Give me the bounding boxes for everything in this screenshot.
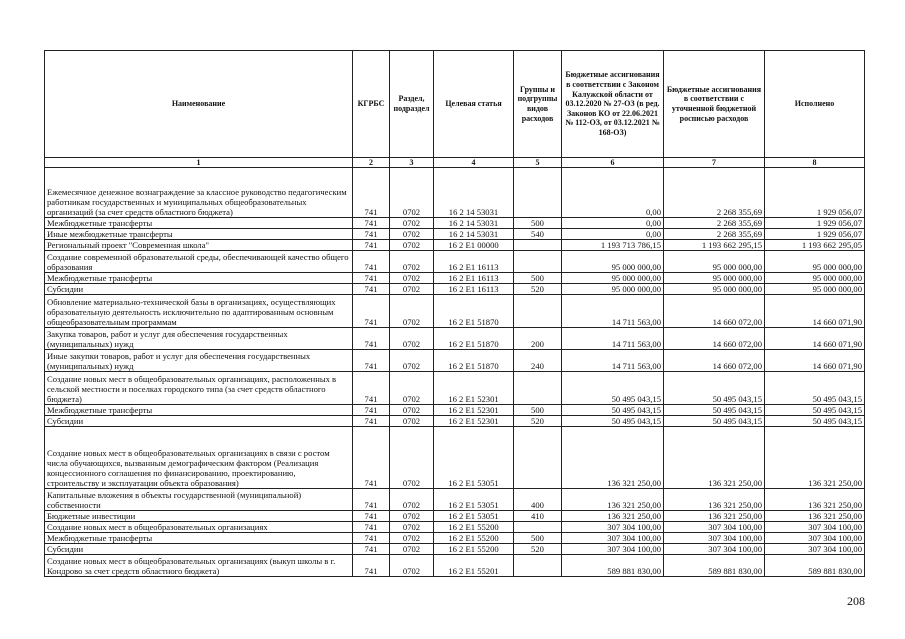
row-refined-amount-cell: 2 268 355,69	[664, 218, 765, 229]
row-group-cell	[514, 522, 562, 533]
row-section-cell: 0702	[390, 416, 434, 427]
row-law-amount-cell: 95 000 000,00	[562, 273, 664, 284]
row-refined-amount-cell: 307 304 100,00	[664, 533, 765, 544]
row-kgrbs-cell: 741	[353, 240, 390, 251]
header-section: Раздел, подраздел	[390, 51, 434, 158]
row-executed-amount-cell: 14 660 071,90	[765, 328, 865, 350]
row-refined-amount-cell: 95 000 000,00	[664, 284, 765, 295]
table-row	[45, 372, 865, 405]
row-executed-amount-cell: 136 321 250,00	[765, 489, 865, 511]
column-number-row	[45, 158, 865, 168]
table-row	[45, 405, 865, 416]
row-section-cell: 0702	[390, 405, 434, 416]
row-kgrbs-cell: 741	[353, 328, 390, 350]
row-executed-amount-cell: 136 321 250,00	[765, 511, 865, 522]
row-name-cell: Иные межбюджетные трансферты	[45, 229, 353, 240]
row-target-cell: 16 2 14 53031	[434, 218, 514, 229]
row-name-cell: Межбюджетные трансферты	[45, 218, 353, 229]
budget-table	[44, 50, 865, 577]
row-refined-amount-cell: 14 660 072,00	[664, 295, 765, 328]
row-law-amount-cell: 95 000 000,00	[562, 251, 664, 273]
row-name-cell: Создание новых мест в общеобразовательных организациях	[45, 522, 353, 533]
row-law-amount-cell: 0,00	[562, 168, 664, 218]
row-name-cell: Региональный проект "Современная школа"	[45, 240, 353, 251]
table-row	[45, 273, 865, 284]
header-refined: Бюджетные ассигнования в соответствии с уточненной бюджетной росписью расходов	[664, 51, 765, 158]
table-row	[45, 328, 865, 350]
row-law-amount-cell: 50 495 043,15	[562, 405, 664, 416]
row-law-amount-cell: 14 711 563,00	[562, 295, 664, 328]
table-row	[45, 544, 865, 555]
row-target-cell: 16 2 E1 52301	[434, 416, 514, 427]
row-group-cell: 520	[514, 416, 562, 427]
row-name-cell: Субсидии	[45, 544, 353, 555]
row-target-cell: 16 2 E1 16113	[434, 273, 514, 284]
row-target-cell: 16 2 E1 53051	[434, 427, 514, 489]
row-section-cell: 0702	[390, 544, 434, 555]
row-target-cell: 16 2 E1 52301	[434, 405, 514, 416]
row-section-cell: 0702	[390, 328, 434, 350]
row-section-cell: 0702	[390, 240, 434, 251]
row-refined-amount-cell: 14 660 072,00	[664, 328, 765, 350]
table-row	[45, 218, 865, 229]
row-refined-amount-cell: 307 304 100,00	[664, 522, 765, 533]
row-name-cell: Создание современной образовательной среды, обеспечивающей качество общего образования	[45, 251, 353, 273]
header-kgrbs: КГРБС	[353, 51, 390, 158]
row-name-cell: Межбюджетные трансферты	[45, 533, 353, 544]
column-number: 2	[353, 158, 390, 168]
row-refined-amount-cell: 50 495 043,15	[664, 372, 765, 405]
row-refined-amount-cell: 2 268 355,69	[664, 229, 765, 240]
row-executed-amount-cell: 307 304 100,00	[765, 533, 865, 544]
row-name-cell: Закупка товаров, работ и услуг для обеспечения государственных (муниципальных) нужд	[45, 328, 353, 350]
table-row	[45, 240, 865, 251]
row-group-cell: 500	[514, 533, 562, 544]
header-row	[45, 51, 865, 158]
row-section-cell: 0702	[390, 522, 434, 533]
column-number: 8	[765, 158, 865, 168]
row-refined-amount-cell: 307 304 100,00	[664, 544, 765, 555]
row-name-cell: Субсидии	[45, 416, 353, 427]
row-group-cell	[514, 555, 562, 577]
row-law-amount-cell: 0,00	[562, 229, 664, 240]
row-target-cell: 16 2 14 53031	[434, 229, 514, 240]
row-kgrbs-cell: 741	[353, 427, 390, 489]
row-section-cell: 0702	[390, 251, 434, 273]
row-section-cell: 0702	[390, 533, 434, 544]
row-kgrbs-cell: 741	[353, 350, 390, 372]
row-executed-amount-cell: 50 495 043,15	[765, 372, 865, 405]
row-group-cell: 410	[514, 511, 562, 522]
row-target-cell: 16 2 E1 55200	[434, 544, 514, 555]
table-row	[45, 229, 865, 240]
row-kgrbs-cell: 741	[353, 522, 390, 533]
row-kgrbs-cell: 741	[353, 168, 390, 218]
row-section-cell: 0702	[390, 284, 434, 295]
row-section-cell: 0702	[390, 427, 434, 489]
row-kgrbs-cell: 741	[353, 295, 390, 328]
row-law-amount-cell: 307 304 100,00	[562, 533, 664, 544]
table-row	[45, 284, 865, 295]
row-target-cell: 16 2 E1 55200	[434, 533, 514, 544]
row-name-cell: Межбюджетные трансферты	[45, 273, 353, 284]
row-refined-amount-cell: 95 000 000,00	[664, 273, 765, 284]
row-name-cell: Субсидии	[45, 284, 353, 295]
row-name-cell: Создание новых мест в общеобразовательных организациях (выкуп школы в г. Кондрово за счет средств областного бюджета)	[45, 555, 353, 577]
table-row	[45, 555, 865, 577]
row-kgrbs-cell: 741	[353, 511, 390, 522]
row-kgrbs-cell: 741	[353, 273, 390, 284]
row-law-amount-cell: 1 193 713 786,15	[562, 240, 664, 251]
column-number: 6	[562, 158, 664, 168]
row-kgrbs-cell: 741	[353, 218, 390, 229]
table-row	[45, 533, 865, 544]
row-section-cell: 0702	[390, 555, 434, 577]
row-refined-amount-cell: 136 321 250,00	[664, 511, 765, 522]
row-executed-amount-cell: 1 929 056,07	[765, 168, 865, 218]
row-refined-amount-cell: 50 495 043,15	[664, 405, 765, 416]
row-law-amount-cell: 136 321 250,00	[562, 489, 664, 511]
row-group-cell: 500	[514, 405, 562, 416]
row-target-cell: 16 2 E1 16113	[434, 251, 514, 273]
row-executed-amount-cell: 136 321 250,00	[765, 427, 865, 489]
row-refined-amount-cell: 136 321 250,00	[664, 489, 765, 511]
row-group-cell: 240	[514, 350, 562, 372]
row-kgrbs-cell: 741	[353, 533, 390, 544]
row-target-cell: 16 2 E1 53051	[434, 511, 514, 522]
row-executed-amount-cell: 1 193 662 295,05	[765, 240, 865, 251]
row-target-cell: 16 2 E1 52301	[434, 372, 514, 405]
table-row	[45, 416, 865, 427]
row-law-amount-cell: 136 321 250,00	[562, 427, 664, 489]
row-section-cell: 0702	[390, 273, 434, 284]
row-executed-amount-cell: 307 304 100,00	[765, 522, 865, 533]
row-group-cell: 200	[514, 328, 562, 350]
row-kgrbs-cell: 741	[353, 489, 390, 511]
row-executed-amount-cell: 14 660 071,90	[765, 350, 865, 372]
row-section-cell: 0702	[390, 350, 434, 372]
column-number: 3	[390, 158, 434, 168]
row-law-amount-cell: 50 495 043,15	[562, 416, 664, 427]
row-group-cell	[514, 295, 562, 328]
header-executed: Исполнено	[765, 51, 865, 158]
row-group-cell	[514, 240, 562, 251]
row-kgrbs-cell: 741	[353, 544, 390, 555]
row-group-cell: 520	[514, 284, 562, 295]
row-group-cell: 400	[514, 489, 562, 511]
table-row	[45, 427, 865, 489]
row-target-cell: 16 2 E1 55201	[434, 555, 514, 577]
row-refined-amount-cell: 136 321 250,00	[664, 427, 765, 489]
row-name-cell: Создание новых мест в общеобразовательных организациях в связи с ростом числа обучающихся, вызванным демографическим фактором (Реализация концессионного соглашения по финансированию, проектированию, строительству и эксплуатации объекта образования)	[45, 427, 353, 489]
row-executed-amount-cell: 95 000 000,00	[765, 284, 865, 295]
row-name-cell: Обновление материально-технической базы в организациях, осуществляющих образовательную деятельность исключительно по адаптированным основным общеобразовательным программам	[45, 295, 353, 328]
column-number: 5	[514, 158, 562, 168]
row-target-cell: 16 2 E1 53051	[434, 489, 514, 511]
row-target-cell: 16 2 E1 51870	[434, 295, 514, 328]
table-row	[45, 522, 865, 533]
budget-sheet	[44, 50, 864, 577]
row-executed-amount-cell: 1 929 056,07	[765, 229, 865, 240]
column-number: 1	[45, 158, 353, 168]
row-executed-amount-cell: 95 000 000,00	[765, 251, 865, 273]
row-target-cell: 16 2 E1 16113	[434, 284, 514, 295]
row-refined-amount-cell: 2 268 355,69	[664, 168, 765, 218]
row-target-cell: 16 2 E1 00000	[434, 240, 514, 251]
row-refined-amount-cell: 14 660 072,00	[664, 350, 765, 372]
row-executed-amount-cell: 14 660 071,90	[765, 295, 865, 328]
row-name-cell: Межбюджетные трансферты	[45, 405, 353, 416]
table-row	[45, 489, 865, 511]
row-law-amount-cell: 307 304 100,00	[562, 522, 664, 533]
row-group-cell	[514, 372, 562, 405]
row-section-cell: 0702	[390, 218, 434, 229]
table-row	[45, 251, 865, 273]
row-section-cell: 0702	[390, 372, 434, 405]
row-group-cell: 500	[514, 273, 562, 284]
row-executed-amount-cell: 50 495 043,15	[765, 405, 865, 416]
row-section-cell: 0702	[390, 511, 434, 522]
row-group-cell: 540	[514, 229, 562, 240]
table-row	[45, 511, 865, 522]
row-name-cell: Создание новых мест в общеобразовательных организациях, расположенных в сельской местности и поселках городского типа (за счет средств областного бюджета)	[45, 372, 353, 405]
row-refined-amount-cell: 1 193 662 295,15	[664, 240, 765, 251]
row-executed-amount-cell: 1 929 056,07	[765, 218, 865, 229]
header-name: Наименование	[45, 51, 353, 158]
row-group-cell: 520	[514, 544, 562, 555]
row-law-amount-cell: 136 321 250,00	[562, 511, 664, 522]
row-law-amount-cell: 0,00	[562, 218, 664, 229]
row-name-cell: Капитальные вложения в объекты государственной (муниципальной) собственности	[45, 489, 353, 511]
column-number: 4	[434, 158, 514, 168]
row-law-amount-cell: 307 304 100,00	[562, 544, 664, 555]
page-number: 208	[847, 594, 865, 608]
row-kgrbs-cell: 741	[353, 555, 390, 577]
row-group-cell	[514, 251, 562, 273]
row-kgrbs-cell: 741	[353, 372, 390, 405]
row-executed-amount-cell: 307 304 100,00	[765, 544, 865, 555]
row-executed-amount-cell: 95 000 000,00	[765, 273, 865, 284]
row-law-amount-cell: 14 711 563,00	[562, 350, 664, 372]
row-law-amount-cell: 95 000 000,00	[562, 284, 664, 295]
row-refined-amount-cell: 50 495 043,15	[664, 416, 765, 427]
header-law: Бюджетные ассигнования в соответствии с Законом Калужской области от 03.12.2020 № 27-ОЗ (в ред. Законов КО от 22.06.2021 № 112-ОЗ, от 03.12.2021 № 168-ОЗ)	[562, 51, 664, 158]
header-group: Группы и подгруппы видов расходов	[514, 51, 562, 158]
row-law-amount-cell: 14 711 563,00	[562, 328, 664, 350]
row-group-cell: 500	[514, 218, 562, 229]
row-section-cell: 0702	[390, 295, 434, 328]
row-section-cell: 0702	[390, 489, 434, 511]
row-target-cell: 16 2 14 53031	[434, 168, 514, 218]
table-row	[45, 168, 865, 218]
row-name-cell: Бюджетные инвестиции	[45, 511, 353, 522]
row-section-cell: 0702	[390, 168, 434, 218]
row-kgrbs-cell: 741	[353, 251, 390, 273]
row-group-cell	[514, 168, 562, 218]
row-executed-amount-cell: 589 881 830,00	[765, 555, 865, 577]
column-number: 7	[664, 158, 765, 168]
row-name-cell: Иные закупки товаров, работ и услуг для обеспечения государственных (муниципальных) нужд	[45, 350, 353, 372]
row-refined-amount-cell: 589 881 830,00	[664, 555, 765, 577]
row-target-cell: 16 2 E1 51870	[434, 328, 514, 350]
row-kgrbs-cell: 741	[353, 284, 390, 295]
header-target: Целевая статья	[434, 51, 514, 158]
table-row	[45, 295, 865, 328]
row-target-cell: 16 2 E1 51870	[434, 350, 514, 372]
row-law-amount-cell: 50 495 043,15	[562, 372, 664, 405]
row-executed-amount-cell: 50 495 043,15	[765, 416, 865, 427]
row-section-cell: 0702	[390, 229, 434, 240]
row-kgrbs-cell: 741	[353, 229, 390, 240]
row-kgrbs-cell: 741	[353, 405, 390, 416]
row-target-cell: 16 2 E1 55200	[434, 522, 514, 533]
row-kgrbs-cell: 741	[353, 416, 390, 427]
row-refined-amount-cell: 95 000 000,00	[664, 251, 765, 273]
row-group-cell	[514, 427, 562, 489]
table-row	[45, 350, 865, 372]
row-name-cell: Ежемесячное денежное вознаграждение за классное руководство педагогическим работникам государственных и муниципальных общеобразовательных организаций (за счет средств областного бюджета)	[45, 168, 353, 218]
row-law-amount-cell: 589 881 830,00	[562, 555, 664, 577]
budget-table-body	[45, 168, 865, 577]
